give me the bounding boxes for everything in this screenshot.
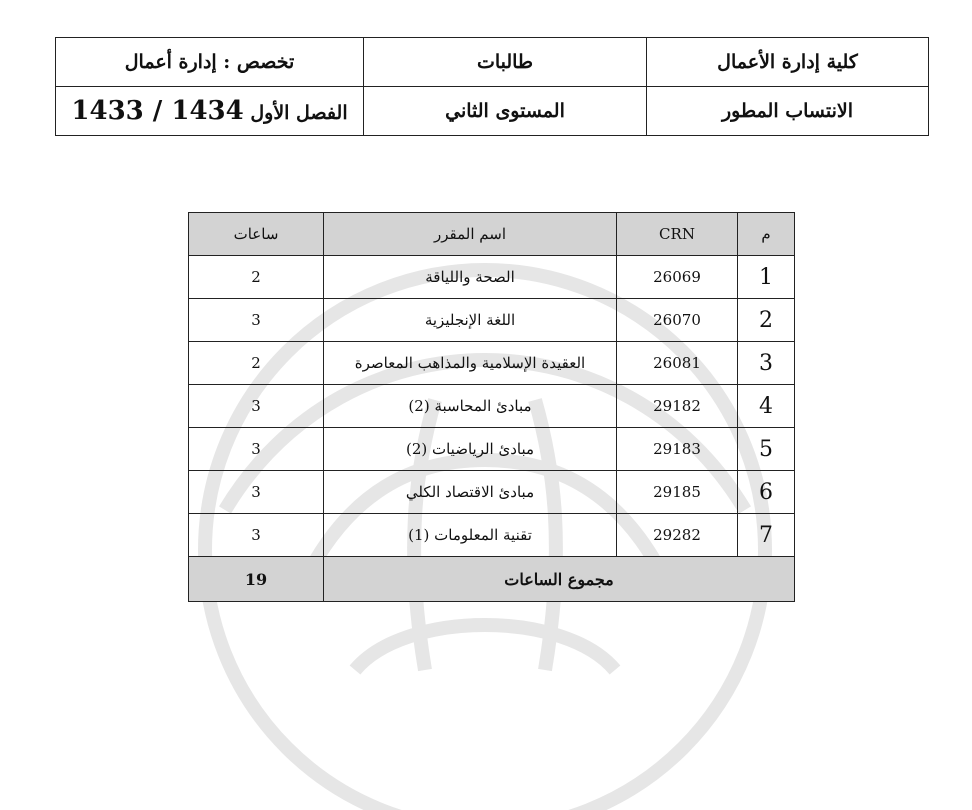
row-course-name: العقيدة الإسلامية والمذاهب المعاصرة [324, 342, 617, 385]
row-hours: 3 [189, 428, 324, 471]
row-crn: 29182 [617, 385, 738, 428]
table-row [189, 471, 795, 514]
row-index: 4 [738, 385, 795, 428]
header-crn: CRN [617, 213, 738, 256]
header-info-table [55, 37, 929, 136]
row-crn: 29185 [617, 471, 738, 514]
total-hours: 19 [189, 557, 324, 602]
row-index: 3 [738, 342, 795, 385]
total-row [189, 557, 795, 602]
semester-years: 1433 / 1434 [71, 96, 244, 126]
header-index: م [738, 213, 795, 256]
row-hours: 2 [189, 256, 324, 299]
row-course-name: مبادئ الرياضيات (2) [324, 428, 617, 471]
specialty-label: تخصص : إدارة أعمال [56, 38, 364, 87]
table-row [189, 342, 795, 385]
header-hours: ساعات [189, 213, 324, 256]
row-index: 5 [738, 428, 795, 471]
table-row [189, 299, 795, 342]
table-row [189, 514, 795, 557]
total-label: مجموع الساعات [324, 557, 795, 602]
courses-table [188, 212, 795, 602]
level-label: المستوى الثاني [364, 87, 647, 136]
row-index: 7 [738, 514, 795, 557]
program-name: الانتساب المطور [647, 87, 929, 136]
table-row [189, 428, 795, 471]
students-label: طالبات [364, 38, 647, 87]
college-name: كلية إدارة الأعمال [647, 38, 929, 87]
table-row [189, 256, 795, 299]
row-course-name: اللغة الإنجليزية [324, 299, 617, 342]
semester-label: الفصل الأول [250, 102, 348, 124]
semester-cell [56, 87, 364, 136]
row-course-name: الصحة واللياقة [324, 256, 617, 299]
row-hours: 3 [189, 471, 324, 514]
row-course-name: تقنية المعلومات (1) [324, 514, 617, 557]
row-course-name: مبادئ المحاسبة (2) [324, 385, 617, 428]
row-crn: 26069 [617, 256, 738, 299]
row-index: 1 [738, 256, 795, 299]
table-row [189, 385, 795, 428]
row-hours: 2 [189, 342, 324, 385]
row-crn: 26070 [617, 299, 738, 342]
row-hours: 3 [189, 385, 324, 428]
header-course-name: اسم المقرر [324, 213, 617, 256]
row-hours: 3 [189, 514, 324, 557]
row-crn: 26081 [617, 342, 738, 385]
row-hours: 3 [189, 299, 324, 342]
row-index: 6 [738, 471, 795, 514]
row-crn: 29282 [617, 514, 738, 557]
table-header-row [189, 213, 795, 256]
row-course-name: مبادئ الاقتصاد الكلي [324, 471, 617, 514]
row-crn: 29183 [617, 428, 738, 471]
row-index: 2 [738, 299, 795, 342]
